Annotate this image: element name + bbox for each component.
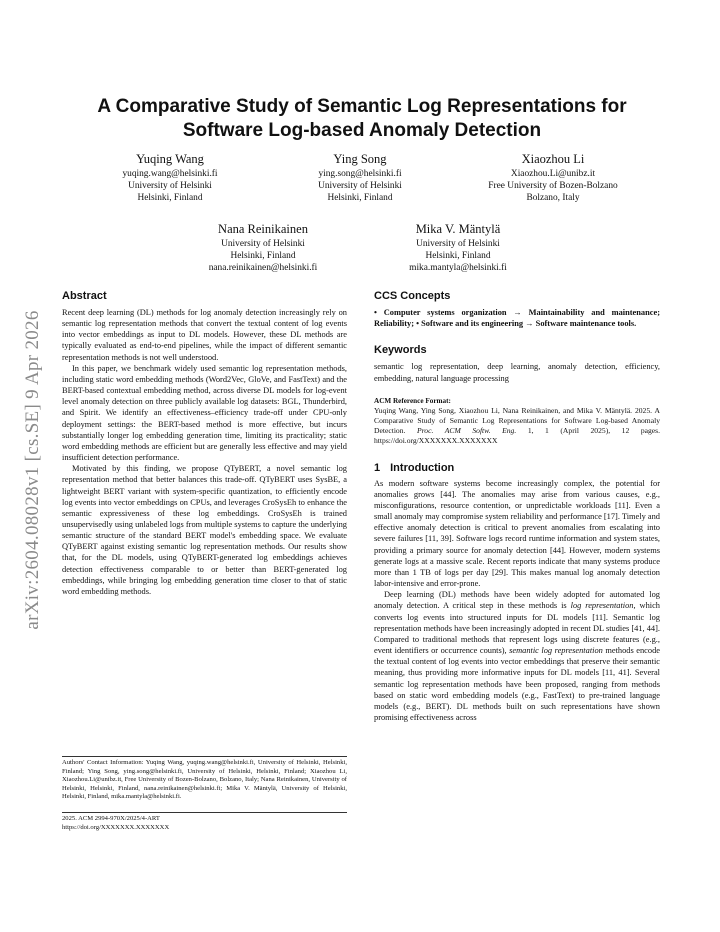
arxiv-identifier <box>20 270 46 670</box>
arxiv-identifier-text: arXiv:2604.08028v1 [cs.SE] 9 Apr 2026 <box>22 310 43 630</box>
section-number: 1 <box>374 461 381 474</box>
author-block <box>383 222 533 275</box>
footnote-rule <box>62 812 347 813</box>
author-affiliation: University of Helsinki <box>221 239 305 249</box>
author-name: Yuqing Wang <box>136 152 204 166</box>
abstract-section <box>62 289 347 597</box>
doi-link[interactable]: https://doi.org/XXXXXXX.XXXXXXX <box>62 823 170 831</box>
author-location: Bolzano, Italy <box>526 193 580 204</box>
ccs-concepts: • Computer systems organization → Maintainability and maintenance; Reliability; • Software and its engineering → Software maintenance tools. <box>374 308 660 329</box>
intro-text: , which converts log events into structured inputs for DL models [11]. Semantic log representation methods have been increasingly adopted in recent DL studies [41, 44]. Compared to traditional methods that represent logs using discrete features (e.g., event identifiers or occurrence counts), <box>374 601 660 656</box>
author-email: yuqing.wang@helsinki.fi <box>122 169 218 179</box>
footnote-rule <box>62 756 347 757</box>
intro-paragraph-1: As modern software systems become increasingly complex, the potential for anomalies grows [44]. The anomalies may arise from various causes, e.g., misconfigurations, resource contention, or unpredictable workloads [11]. Even a small anomaly may compromise system reliability and performance [17]. Timely and effective anomaly detection is critical to prevent anomalies from escalating into severe failures [11, 39]. Software logs record runtime information and system states, providing a primary source for anomaly detection [44]. However, modern systems generate logs at a massive scale. Recent reports indicate that many systems produce more than 1 TB of logs per day [29]. This makes manual log anomaly detection labor-intensive and error-prone. <box>374 478 660 589</box>
abstract-paragraph-2: In this paper, we benchmark widely used semantic log representation methods, including static word embedding methods (Word2Vec, GloVe, and FastText) and the BERT-based contextual embedding method, across diverse DL models for log-event level anomaly detection on three publicly available log datasets: BGL, Thunderbird, and Spirit. We identify an effectiveness–efficiency trade-off under CPU-only deployment settings: the BERT-based method is more effective, but incurs substantially longer log embedding generation time, limiting its practicality; static word embedding methods are efficient but are generally less effective and may yield insufficient detection performance. <box>62 363 347 463</box>
author-email: nana.reinikainen@helsinki.fi <box>208 263 318 274</box>
author-location: Helsinki, Finland <box>230 251 296 262</box>
title-line-1: A Comparative Study of Semantic Log Representations for <box>97 96 627 117</box>
author-email: mika.mantyla@helsinki.fi <box>409 263 507 274</box>
acm-reference-text <box>374 406 660 447</box>
author-location: Helsinki, Finland <box>425 251 491 262</box>
reference-details: 1, 1 (April 2025), 12 pages. https://doi.org/XXXXXXX.XXXXXXX <box>374 426 661 446</box>
author-contact-footnote: Authors' Contact Information: Yuqing Wang, yuqing.wang@helsinki.fi, University of Helsinki, Helsinki, Finland; Ying Song, ying.song@helsinki.fi, University of Helsinki, Helsinki, Finland; Xiaozhou Li, Xiaozhou.Li@unibz.it, Free University of Bozen-Bolzano, Bolzano, Italy; Nana Reinikainen, University of Helsinki, Helsinki, Finland, nana.reinikainen@helsinki.fi; Mika V. Mäntylä, University of Helsinki, Helsinki, Finland, mika.mantyla@helsinki.fi. <box>62 759 347 801</box>
author-name: Nana Reinikainen <box>218 222 308 236</box>
copyright-notice <box>62 815 347 832</box>
author-block <box>463 152 643 205</box>
intro-emphasis: log representation <box>570 601 634 611</box>
author-name: Ying Song <box>333 152 387 166</box>
author-block <box>188 222 338 275</box>
author-affiliation: University of Helsinki <box>416 239 500 249</box>
author-location: Helsinki, Finland <box>327 193 393 204</box>
intro-text: Deep learning (DL) methods have been widely adopted for automated log anomaly detection. A critical step in these methods is <box>374 590 660 611</box>
author-affiliation: Free University of Bozen-Bolzano <box>488 181 618 192</box>
author-block <box>100 152 240 205</box>
acm-reference-heading: ACM Reference Format: <box>374 396 451 405</box>
author-email: Xiaozhou.Li@unibz.it <box>510 169 596 179</box>
author-name: Xiaozhou Li <box>521 152 585 166</box>
copyright-line: 2025. ACM 2994-970X/2025/4-ART <box>62 815 160 822</box>
introduction-heading <box>374 463 660 474</box>
intro-emphasis: semantic log representation <box>509 646 603 656</box>
keywords-text: semantic log representation, deep learning, anomaly detection, efficiency, embedding, natural language processing <box>374 362 660 383</box>
abstract-paragraph-1: Recent deep learning (DL) methods for log anomaly detection increasingly rely on semantic log representation methods that convert the textual content of log events into vector embeddings as input to DL models. However, these DL methods are typically evaluated as end-to-end pipelines, while the impact of different semantic representation methods is not well understood. <box>62 308 347 362</box>
intro-text: methods encode the textual content of log events into vector embeddings that preserve their semantic meaning, thus providing more informative inputs for DL models [11, 41]. Several semantic log representation methods have been proposed, ranging from methods based on static word embedding models (e.g., FastText) to pre-trained language models (e.g., BERT). DL methods built on such representations have shown promising effectiveness across <box>374 646 660 722</box>
author-name: Mika V. Mäntylä <box>415 222 501 236</box>
reference-venue: Proc. ACM Softw. Eng. <box>416 426 517 436</box>
paper-title <box>62 95 662 143</box>
reference-authors-title: Yuqing Wang, Ying Song, Xiaozhou Li, Nana Reinikainen, and Mika V. Mäntylä. 2025. A Comparative Study of Semantic Log Representations for Software Log-based Anomaly Detection. <box>374 405 660 436</box>
title-line-2: Software Log-based Anomaly Detection <box>182 120 542 141</box>
author-affiliation: University of Helsinki <box>318 181 402 192</box>
abstract-paragraph-3: Motivated by this finding, we propose QTyBERT, a novel semantic log representation method that better balances this trade-off. QTyBERT uses SysBE, a lightweight BERT variant with system-specific quantization, to efficiently encode log events into vector embeddings on CPUs, and leverages CroSysEh to enhance the semantic expressiveness of these log embeddings. CroSysEh is trained unsupervisedly using unlabeled logs from multiple systems to capture the underlying semantic structure of the standard BERT model's embedding space. We evaluate QTyBERT against existing semantic log representation methods. Our results show that, for the DL models, using QTyBERT-generated log embeddings achieves detection effectiveness comparable to or better than BERT-generated log embeddings, while bringing log embedding generation time closer to that of static word embedding methods. <box>62 464 347 596</box>
author-location: Helsinki, Finland <box>137 193 203 204</box>
author-block <box>290 152 430 205</box>
ccs-heading: CCS Concepts <box>374 290 451 302</box>
section-title: Introduction <box>390 461 455 474</box>
author-affiliation: University of Helsinki <box>128 181 212 192</box>
abstract-heading: Abstract <box>62 290 107 302</box>
intro-paragraph-2 <box>374 589 660 723</box>
right-column <box>374 289 660 723</box>
author-email: ying.song@helsinki.fi <box>318 169 402 179</box>
keywords-heading: Keywords <box>374 344 427 357</box>
